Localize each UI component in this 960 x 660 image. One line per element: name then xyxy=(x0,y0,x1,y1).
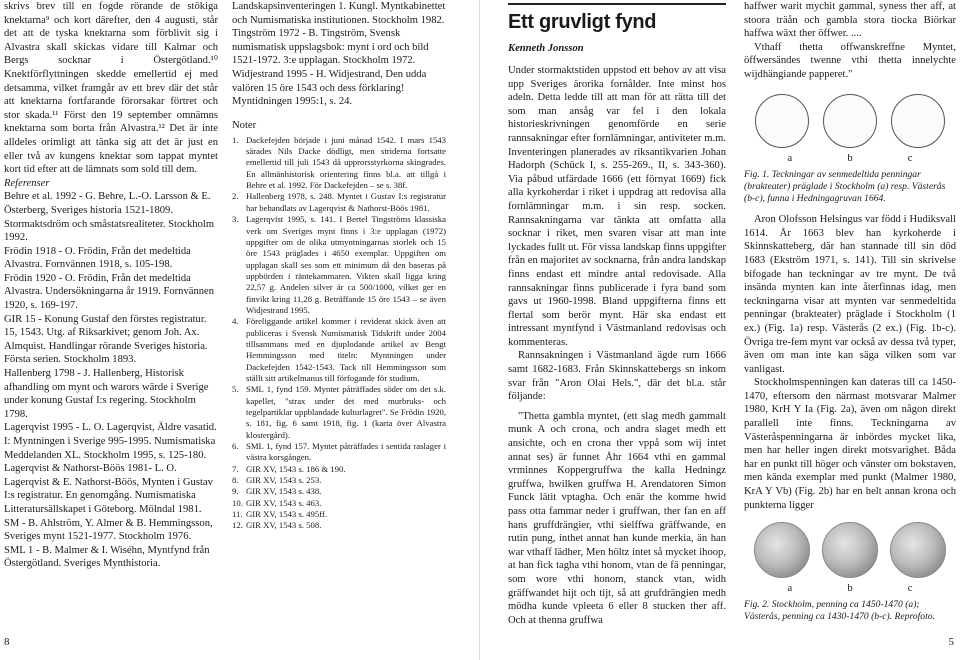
figure-label: b xyxy=(847,583,853,595)
note-text: SML 1, fynd 159. Myntet påträffades söder om det s.k. kapellet, "strax under det med murbruks- och tegelpartiklar uppblandade kulturlagret". Se Frödin 1920, s. 181, fig. 6 samt 1918, fig. 1 (karta över Alvastra klostergård). xyxy=(246,384,446,440)
article-title: Ett gruvligt fynd xyxy=(508,11,657,33)
note-number: 6. xyxy=(232,441,239,452)
note-number: 2. xyxy=(232,191,239,202)
reference-item: Widjestrand 1995 - H. Widjestrand, Den udda valören 15 öre 1543 och dess förklaring! Myntidningen 1995:1, s. 24. xyxy=(232,68,427,108)
reference-item: Behre et al. 1992 - G. Behre, L.-O. Larsson & E. Österberg, Sveriges historia 1521-1809. Stormaktsdröm och småstatsrealiteter. Stockholm 1992. xyxy=(4,191,215,244)
figure-2-caption: Fig. 2. Stockholm, penning ca 1450-1470 (a); Västerås, penning ca 1430-1470 (b-c). Reprofoto. xyxy=(744,599,935,623)
body-paragraph: Aron Olofsson Helsingus var född i Hudiksvall 1614. År 1663 blev han kyrkoherde i Skinnskatteberg, där han stannade till sin död 1683 (Ekström 1971, s. 141). Till sin skrivelse bifogade han teckningar av tre mynt. De två insända mynten kan inte återfinnas idag, men teckningarna visar att mynten var senmedeltida penningar (brakteater) präglade i Stockholm (1 ex.) (Fig. 1a) resp. Västerås (2 ex.) (Fig. 1b-c). Övriga tre-fem mynt var också av dessa två typer, även om man inte kan säga vilken som var vanligast. xyxy=(744,214,956,375)
figure-1-caption: Fig. 1. Teckningar av senmedeltida penningar (brakteater) präglade i Stockholm (a) resp. Västerås (b-c), funna i Hedningagruvan 1664. xyxy=(744,168,946,204)
left-column-2 xyxy=(232,0,446,532)
figure-2-photos xyxy=(744,518,956,582)
figure-label: c xyxy=(907,152,913,164)
note-item xyxy=(232,520,446,531)
reference-item: GIR 15 - Konung Gustaf den förstes registratur. 15, 1543. Utg. af Riksarkivet; genom Joh. Ax. Almquist. Handlingar rörande Sveriges historia. Första serien. Stockholm 1893. xyxy=(4,313,208,366)
coin-photo-a xyxy=(754,522,810,578)
left-column-1 xyxy=(4,0,218,571)
note-text: Dackefejden började i juni månad 1542. I mars 1543 särades Nils Dacke dödligt, men striderna fortsatte emellertid till juli 1543 då upprorsstyrkorna skingrades. En allmänhistorisk orientering finns bl.a. att tillgå i Behre et al. 1992. För Dackefejden – se s. 38f. xyxy=(246,134,446,191)
coin-drawing-a xyxy=(755,94,809,148)
body-paragraph: skrivs brev till en fogde rörande de stökiga knektarna⁹ och kort därefter, den 4 augusti, står det att de tyska knektarna som förblivit sig i Alvastra skall skickas vidare till Kalmar och Bergs socknar i Östergötland.¹⁰ Knektförflyttningen skedde emellertid ej med detsamma, vilket framgår av ett brev där det står att knektarna fortfarande förorsakar förtret och stor skada.¹¹ Först den 19 september omnämns knektarna som borta från Alvastra.¹² Det är inte alldeles orimligt att tänka sig att det är just en eller två av kungens knektar som tappat myntet kort tid efter att de lämnats som sold till dem. xyxy=(4,1,218,176)
body-paragraph: haffwer warit mychit gammal, syness ther aff, at stoora träån och gambla stora tiocka Biörkar haffwa wäxt ther öffwer. .... xyxy=(744,1,956,40)
coin-drawing-b xyxy=(823,94,877,148)
note-item xyxy=(232,486,446,497)
notes-heading: Noter xyxy=(232,119,257,131)
note-item xyxy=(232,509,446,520)
reference-item: SM - B. Ahlström, Y. Almer & B. Hemmingsson, Sveriges mynt 1521-1977. Stockholm 1976. xyxy=(4,517,213,543)
note-text: Föreliggande artikel kommer i reviderat skick även att publiceras i Svensk Numismatisk Tidskrift under 2004 tillsammans med en djuplodande artikel av Bengt Hemmingsson med titeln: Myntningen under Dackefejden 1542-1543. Tack till Hemmingsson som ställt sitt artikelmanus till förfogande för studium. xyxy=(246,316,446,383)
note-item xyxy=(232,214,446,316)
title-rule xyxy=(508,3,726,5)
note-text: GIR XV, 1543 s. 463. xyxy=(246,497,322,508)
quote-paragraph: "Thetta gambla myntet, (ett slag medh gammalt munk A och crona, och andra slaget medh ett ansichte, och en crona ther vppå som wij intet annat ses) är funnet Åhr 1664 vthi en gammal vrminnes Koppergruffwa the kalla Hedningz gruffwa, hwilken gruffwa H. Arendatoren Simon Funck lätit vptagha. Och enär the komme hwid pass otta fammar neder i gruffwan, ther fan en aff hans gruffdrängier, vthi sielffwa gräffwande, en rutin pung, inthet annat han kunde merkia, än han war vthaff lädher, Men höltz intet så mycket ihoop, at han fick tagha vthi honom, vtan de fä penningar, som wore vthi honom, stanck vtan, widh gräffwandet hijt och tijt, så att grufdrängien medh mödha kunde vpleeta 6 eller 8 stucken ther aff. Och at thenna gruffwa xyxy=(508,410,726,626)
reference-item: Lagerqvist & Nathorst-Böös 1981- L. O. Lagerqvist & E. Nathorst-Böös, Mynten i Gustav I:s registratur. En genomgång. Numismatiska Litteratursällskapet i Göteborg. Mölndal 1981. xyxy=(4,463,213,515)
page-spine xyxy=(479,0,480,660)
note-number: 10. xyxy=(232,497,243,508)
figure-2-labels xyxy=(744,582,956,595)
note-item xyxy=(232,316,446,384)
note-number: 7. xyxy=(232,463,239,474)
note-number: 12. xyxy=(232,520,243,531)
body-paragraph: Vthaff thetta offwanskreffne Myntet, öffwersändes twenne vthi thetta innelychte wijdhängiande papperet." xyxy=(744,41,956,80)
body-paragraph: Under stormaktstiden uppstod ett behov av att visa upp Sveriges ärorika fornålder. Inte minst hos adeln. Detta ledde till att man för att rätta till det som man ansåg var fel i den lokala historieskrivningen genomförde en serie rannsakningar efter fornlämningar, antiviteter m.m. Inventeringen planerades av riksantikvarien Johan Hadorph (Schück I, s. 255-269., II, s. 343-360). Via påbud utfärdade 1666 (ett förnyat 1669) fick alla kyrkoherdar i riket i uppdrag att redovisa alla fornlämningar m.m. i sin resp. socken. Rannsakningarna var tänkta att omfatta alla socknar i riket, men svaren visar att man inte lyckades fullt ut. För vissa landskap finns uppgifter från en majoritet av socknarna, från andra landskap finns endast ett mindre antal redovisade. Alla rannsakningar finns publicerade i fyra band som gavs ut 1960-1998. Bland uppgifterna finns ett flertal som berör mynt. Här ska endast ett intressant myntfynd i Västmanland redovisas och kommenteras. xyxy=(508,65,726,348)
figure-2 xyxy=(744,518,956,623)
note-text: Hallenberg 1978, s. 248. Myntet i Gustav I:s registratur har behandlats av Lagerqvist & Nathorst-Böös 1981. xyxy=(246,191,446,213)
article-author: Kenneth Jonsson xyxy=(508,43,584,54)
note-number: 11. xyxy=(232,509,243,520)
figure-1-labels xyxy=(744,152,956,165)
reference-item: Tingström 1972 - B. Tingström, Svensk numismatisk uppslagsbok: mynt i ord och bild 1521-1972. 3:e upplagan. Stockholm 1972. xyxy=(232,28,429,67)
body-paragraph: Stockholmspenningen kan dateras till ca 1450-1470, eftersom den närmast motsvarar Malmer 1980, KrH Y Ia (Fig. 2a), även om någon direkt parallell inte finns. Teckningarna av Västeråspenningarna är inbördes mycket lika, men har heller ingen direkt motsvarighet. Båda har en punkt till höger och vänster om bokstaven, men kända exemplar med punkt (Malmer 1980, KrA Y Vb) (Fig. 2b) har en helt annan krona och punkterna ligger xyxy=(744,377,956,511)
note-item xyxy=(232,384,446,441)
note-item xyxy=(232,475,446,486)
coin-photo-c xyxy=(890,522,946,578)
reference-item: Frödin 1920 - O. Frödin, Från det medeltida Alvastra. Undersökningarna år 1919. Fornvännen 1920, s. 169-197. xyxy=(4,272,215,312)
reference-item: Hallenberg 1798 - J. Hallenberg, Historisk afhandling om mynt och warors wärde i Sverige under konung Gustaf I:s regering. Stockholm 1798. xyxy=(4,368,209,420)
note-text: Lagerqvist 1995, s. 141. I Bertel Tingströms klassiska verk om Sveriges mynt finns i 3:e upplagan (1972) uppgifter om de olika utmyntningarnas storlek och 15 öre 1543 präglades i 4650 exemplar. Uppgiften om upplagan skall ses som ett minimum då den baseras på uppbörden i räntekammaren. Vikten skall ligga kring 22,57 g. Andelen silver är ca 500/1000, vilket ger en finvikt kring 11,28 g. Beträffande 15 öre 1543 – se även Widjestrand 1995. xyxy=(246,214,446,315)
page-number-left: 8 xyxy=(4,636,10,648)
reference-item: Landskapsinventeringen 1. Kungl. Myntkabinettet och Numismatiska institutionen. Stockholm 1982. xyxy=(232,1,446,26)
reference-item: Frödin 1918 - O. Frödin, Från det medeltida Alvastra. Fornvännen 1918, s. 105-198. xyxy=(4,245,191,271)
page-number-right: 5 xyxy=(948,636,954,648)
note-item xyxy=(232,191,446,214)
figure-1-drawings xyxy=(744,90,956,152)
note-text: GIR XV, 1543 s. 186 & 190. xyxy=(246,463,346,474)
body-paragraph: Rannsakningen i Västmanland ägde rum 1666 samt 1682-1683. Från Skinnskattebergs sn inkom svar från "Aron Olai Hels.", där det bl.a. står följande: xyxy=(508,350,726,403)
note-text: GIR XV, 1543 s. 253. xyxy=(246,475,322,486)
figure-label: a xyxy=(787,583,793,595)
note-item xyxy=(232,441,446,464)
note-number: 5. xyxy=(232,384,239,395)
note-item xyxy=(232,464,446,475)
references-heading: Referenser xyxy=(4,177,50,189)
note-item xyxy=(232,498,446,509)
note-number: 9. xyxy=(232,486,239,497)
references-list xyxy=(4,190,218,571)
references-list-continued xyxy=(232,0,446,109)
right-column-1 xyxy=(508,0,726,627)
note-text: GIR XV, 1543 s. 438. xyxy=(246,486,322,497)
figure-label: b xyxy=(847,152,853,164)
figure-label: a xyxy=(787,152,793,164)
reference-item: Lagerqvist 1995 - L. O. Lagerqvist, Äldre vasatid. I: Myntningen i Sverige 995-1995. Numismatiska Meddelanden XL. Stockholm 1995, s. 125-180. xyxy=(4,422,217,461)
note-text: GIR XV, 1543 s. 495ff. xyxy=(246,509,328,520)
note-number: 1. xyxy=(232,134,239,145)
note-item xyxy=(232,135,446,192)
note-number: 3. xyxy=(232,214,239,225)
figure-label: c xyxy=(907,583,913,595)
notes-list xyxy=(232,135,446,532)
right-column-2 xyxy=(744,0,956,624)
figure-1 xyxy=(744,90,956,206)
note-number: 4. xyxy=(232,316,239,327)
coin-drawing-c xyxy=(891,94,945,148)
note-text: GIR XV, 1543 s. 508. xyxy=(246,520,322,531)
note-number: 8. xyxy=(232,475,239,486)
coin-photo-b xyxy=(822,522,878,578)
note-text: SML 1, fynd 157. Myntet påträffades i sentida raslager i västra korsgången. xyxy=(246,441,446,463)
reference-item: SML 1 - B. Malmer & I. Wiséhn, Myntfynd från Östergötland. Sveriges Mynthistoria. xyxy=(4,544,210,570)
